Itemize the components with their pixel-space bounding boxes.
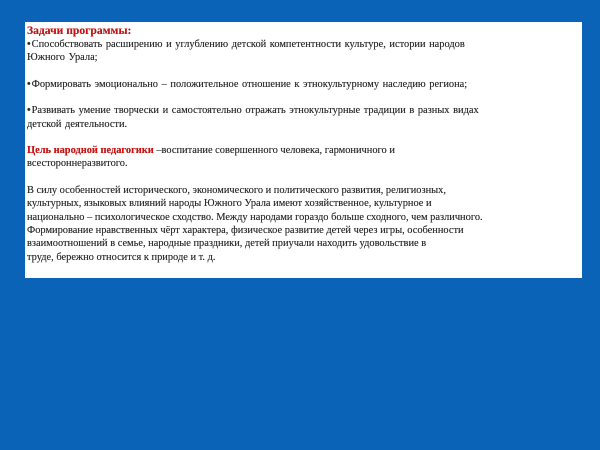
paragraph-line-3: национально – психологическое сходство. Между народами гораздо больше сходного, чем различного. (27, 211, 483, 223)
bullet-mark: • (27, 39, 31, 50)
goal-text-line-2: всестороннеразвитого. (27, 158, 128, 170)
bullet-3-line-1: Развивать умение творчески и самостоятельно отражать этнокультурные традиции в разных видах (31, 105, 479, 117)
bullet-1-line-2: Южного Урала; (27, 52, 98, 64)
body-paragraph (27, 184, 580, 264)
bullet-mark: • (27, 78, 31, 90)
goal-label: Цель народной педагогики (27, 145, 154, 157)
bullet-3-line-2: детской деятельности. (27, 118, 128, 130)
text-panel (25, 22, 582, 278)
bullet-mark: • (27, 105, 31, 117)
goal-statement (27, 144, 580, 171)
bullet-item-3 (27, 104, 580, 131)
bullet-1-line-1: Способствовать расширению и углублению детской компетентности культуре, истории народов (31, 39, 465, 50)
paragraph-line-2: культурных, языковых влияний народы Южного Урала имеют хозяйственное, культурное и (27, 198, 432, 210)
bullet-item-1 (27, 38, 580, 65)
bullet-item-2 (27, 78, 580, 91)
bullet-2-line-1: Формировать эмоционально – положительное отношение к этнокультурному наследию региона; (31, 78, 468, 90)
tasks-heading: Задачи программы: (27, 24, 132, 37)
paragraph-line-4: Формирование нравственных чёрт характера, физическое развитие детей через игры, особенности (27, 225, 464, 237)
paragraph-line-5: взаимоотношений в семье, народные праздники, детей приучали находить удовольствие в (27, 238, 427, 250)
goal-text-line-1: –воспитание совершенного человека, гармоничного и (153, 145, 395, 157)
paragraph-line-6: труде, бережно относится к природе и т. д. (27, 251, 216, 263)
paragraph-line-1: В силу особенностей исторического, экономического и политического развития, религиозных, (27, 184, 446, 196)
